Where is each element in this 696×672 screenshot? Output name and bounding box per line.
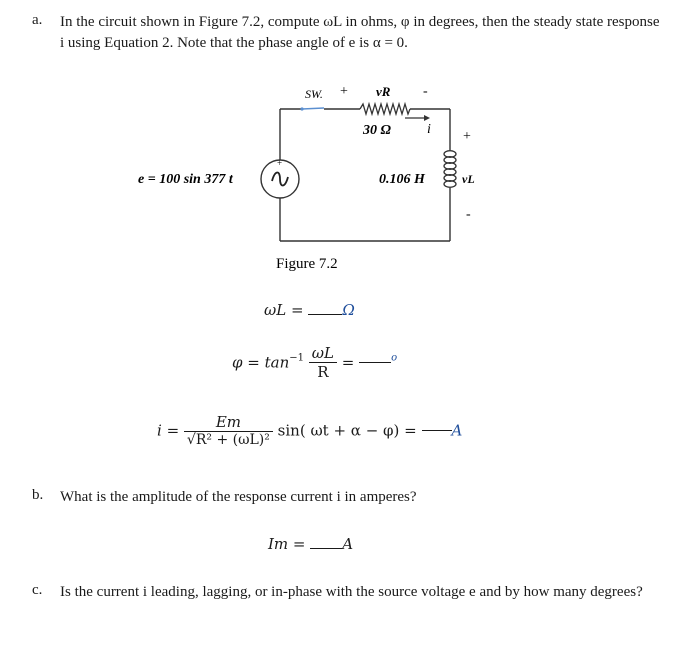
wl-answer-blank[interactable] (308, 314, 342, 315)
current-arrow (405, 115, 430, 121)
i-num: Em (184, 413, 273, 432)
wl-unit: Ω (342, 301, 355, 319)
i-den: √R² + (ωL)² (186, 432, 270, 448)
i-lhs: i = (157, 421, 180, 440)
equation-i (157, 413, 462, 448)
phi-answer-blank[interactable] (359, 362, 391, 363)
vl-plus: + (463, 129, 471, 144)
inductor-value: 0.106 H (379, 172, 425, 187)
phi-den: R (317, 363, 329, 381)
im-unit: A (342, 535, 354, 553)
part-a-question: In the circuit shown in Figure 7.2, compute ωL in ohms, φ in degrees, then the steady state response i using Equation 2. Note that the phase angle of e is α = 0. (60, 14, 660, 51)
part-b-letter: b. (32, 487, 44, 503)
circuit-diagram (0, 0, 696, 290)
equation-wl (264, 301, 355, 319)
i-answer-blank[interactable] (422, 430, 452, 431)
part-a-letter: a. (32, 12, 43, 28)
phi-eq: = (341, 353, 355, 372)
part-c-question: Is the current i leading, lagging, or in-phase with the source voltage e and by how many degrees? (60, 584, 643, 600)
part-c-letter: c. (32, 582, 43, 598)
i-unit: A (451, 421, 463, 440)
vr-plus: + (340, 84, 348, 99)
resistor-value: 30 Ω (363, 123, 391, 138)
phi-lhs: φ = tan (232, 353, 290, 372)
vr-minus: - (423, 84, 428, 99)
equation-phi (232, 344, 397, 381)
current-label: i (427, 122, 431, 137)
resistor-symbol (360, 104, 410, 114)
equation-im (268, 535, 353, 553)
im-answer-blank[interactable] (310, 548, 342, 549)
source-plus: + (277, 158, 283, 168)
source-label: e = 100 sin 377 t (138, 172, 233, 187)
wl-lhs: ωL = (264, 301, 304, 319)
phi-unit: o (391, 352, 398, 364)
part-b-question: What is the amplitude of the response current i in amperes? (60, 489, 417, 505)
vl-label: vL (462, 172, 475, 186)
phi-num: ωL (309, 344, 337, 363)
phi-sup: −1 (289, 352, 304, 364)
i-fraction (184, 413, 273, 448)
switch-label: SW. (305, 87, 323, 101)
inductor-symbol (444, 151, 456, 188)
phi-fraction (309, 344, 337, 381)
figure-caption: Figure 7.2 (276, 256, 338, 272)
vl-minus: - (466, 207, 471, 222)
im-lhs: Im = (268, 535, 306, 553)
switch (300, 107, 324, 110)
vr-label: vR (376, 84, 391, 99)
i-rhs: sin( ωt + α − φ) = (277, 421, 417, 440)
